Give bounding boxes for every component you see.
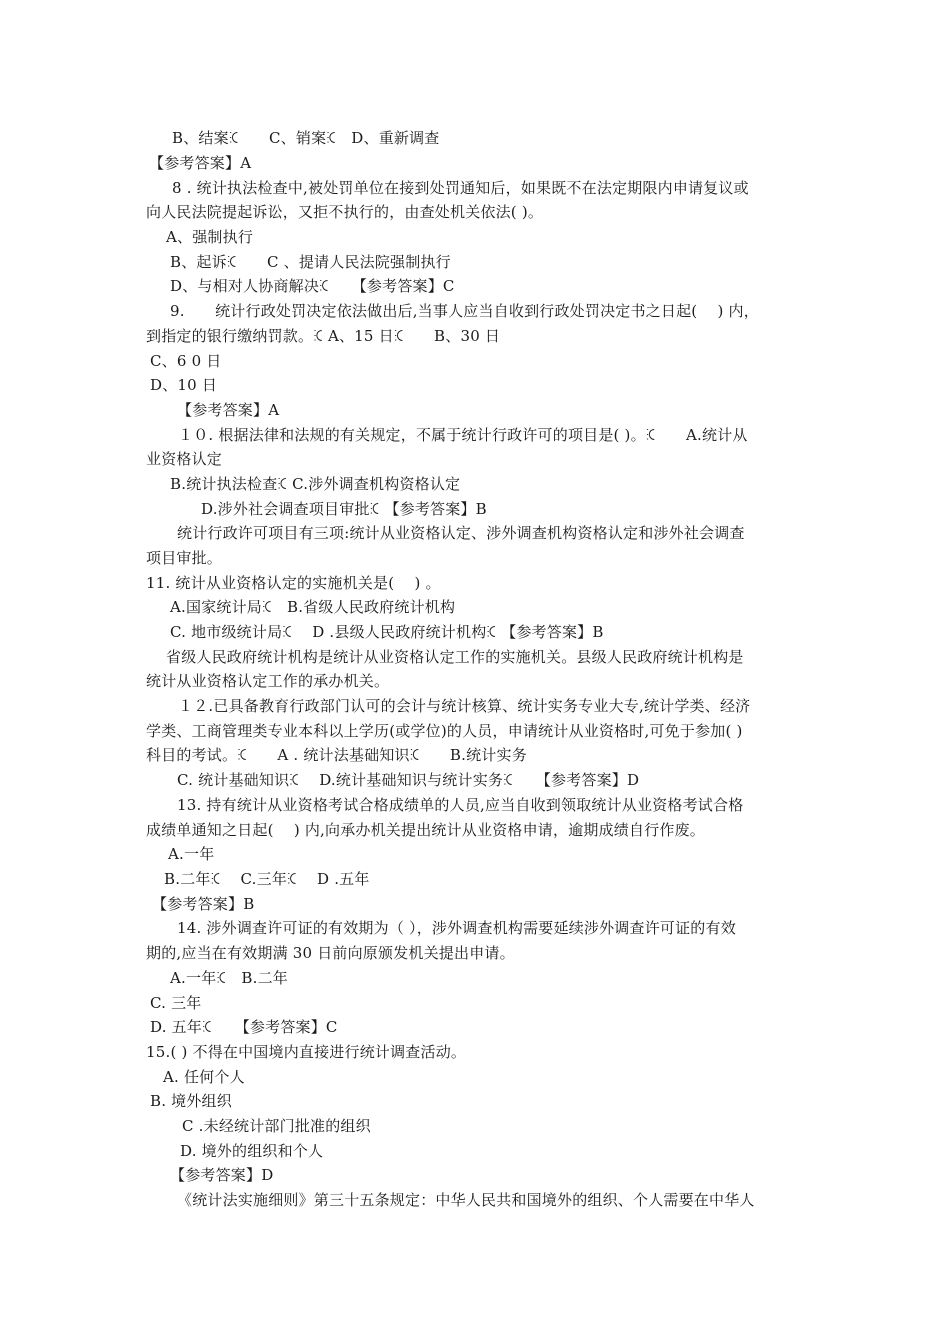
- option-line: D、与相对人协商解决ꕿ 【参考答案】C: [170, 277, 455, 295]
- option-line: A.一年ꕿ B.二年: [170, 969, 288, 987]
- option-line: B.统计执法检查ꕿ C.涉外调查机构资格认定: [170, 475, 461, 493]
- text-line: 学类、工商管理类专业本科以上学历(或学位)的人员，申请统计从业资格时,可免于参加( ): [146, 722, 743, 740]
- text-line: B、结案ꕿ C、销案ꕿ D、重新调查: [172, 129, 440, 147]
- text-line: 成绩单通知之日起( ) 内,向承办机关提出统计从业资格申请，逾期成绩自行作废。: [146, 821, 706, 839]
- option-line: B.二年ꕿ C.三年ꕿ D .五年: [164, 870, 370, 888]
- option-line: C. 地市级统计局ꕿ D .县级人民政府统计机构ꕿ 【参考答案】B: [170, 623, 604, 641]
- text-line: 科目的考试。ꕿ A . 统计法基础知识ꕿ B.统计实务: [146, 746, 527, 764]
- option-line: A.一年: [168, 845, 215, 863]
- option-line: C .未经统计部门批准的组织: [182, 1117, 371, 1135]
- option-line: C. 三年: [150, 994, 202, 1012]
- text-line: 项目审批。: [146, 549, 223, 567]
- option-line: B. 境外组织: [150, 1092, 232, 1110]
- option-line: B、起诉ꕿ C 、提请人民法院强制执行: [170, 253, 451, 271]
- question-line: 15.( ) 不得在中国境内直接进行统计调查活动。: [146, 1043, 467, 1061]
- option-line: D、10 日: [150, 376, 218, 394]
- question-line: 9. 统计行政处罚决定依法做出后,当事人应当自收到行政处罚决定书之日起( ) 内，: [170, 302, 759, 320]
- option-line: C、6 0 日: [150, 352, 222, 370]
- text-line: 统计从业资格认定工作的承办机关。: [146, 672, 390, 690]
- question-line: 13. 持有统计从业资格考试合格成绩单的人员,应当自收到领取统计从业资格考试合格: [177, 796, 744, 814]
- option-line: D. 境外的组织和个人: [180, 1142, 324, 1160]
- option-line: A. 任何个人: [163, 1068, 245, 1086]
- text-line: 到指定的银行缴纳罚款。ꕿ A、15 日ꕿ B、30 日: [146, 327, 501, 345]
- option-line: A、强制执行: [166, 228, 254, 246]
- answer-line: 【参考答案】D: [170, 1166, 274, 1184]
- question-line: 8 . 统计执法检查中,被处罚单位在接到处罚通知后，如果既不在法定期限内申请复议或: [172, 179, 749, 197]
- text-line: 向人民法院提起诉讼，又拒不执行的，由查处机关依法( )。: [146, 203, 544, 221]
- answer-line: 【参考答案】B: [152, 895, 255, 913]
- explanation-line: 《统计法实施细则》第三十五条规定：中华人民共和国境外的组织、个人需要在中华人: [177, 1191, 755, 1209]
- explanation-line: 省级人民政府统计机构是统计从业资格认定工作的实施机关。县级人民政府统计机构是: [166, 648, 744, 666]
- question-line: １０. 根据法律和法规的有关规定，不属于统计行政许可的项目是( )。ꕿ A.统计从: [178, 426, 748, 444]
- question-line: 14. 涉外调查许可证的有效期为（ ），涉外调查机构需要延续涉外调查许可证的有效: [177, 919, 736, 937]
- answer-line: 【参考答案】A: [177, 401, 280, 419]
- explanation-line: 统计行政许可项目有三项:统计从业资格认定、涉外调查机构资格认定和涉外社会调查: [177, 524, 745, 542]
- question-line: １２.已具备教育行政部门认可的会计与统计核算、统计实务专业大专,统计学类、经济: [178, 697, 751, 715]
- option-line: A.国家统计局ꕿ B.省级人民政府统计机构: [170, 598, 456, 616]
- answer-line: 【参考答案】A: [149, 154, 252, 172]
- option-line: C. 统计基础知识ꕿ D.统计基础知识与统计实务ꕿ 【参考答案】D: [177, 771, 640, 789]
- option-line: D. 五年ꕿ 【参考答案】C: [150, 1018, 338, 1036]
- text-line: 业资格认定: [146, 450, 223, 468]
- question-line: 11. 统计从业资格认定的实施机关是( ) 。: [146, 574, 441, 592]
- text-line: 期的,应当在有效期满 30 日前向原颁发机关提出申请。: [146, 944, 515, 962]
- option-line: D.涉外社会调查项目审批ꕿ 【参考答案】B: [201, 500, 487, 518]
